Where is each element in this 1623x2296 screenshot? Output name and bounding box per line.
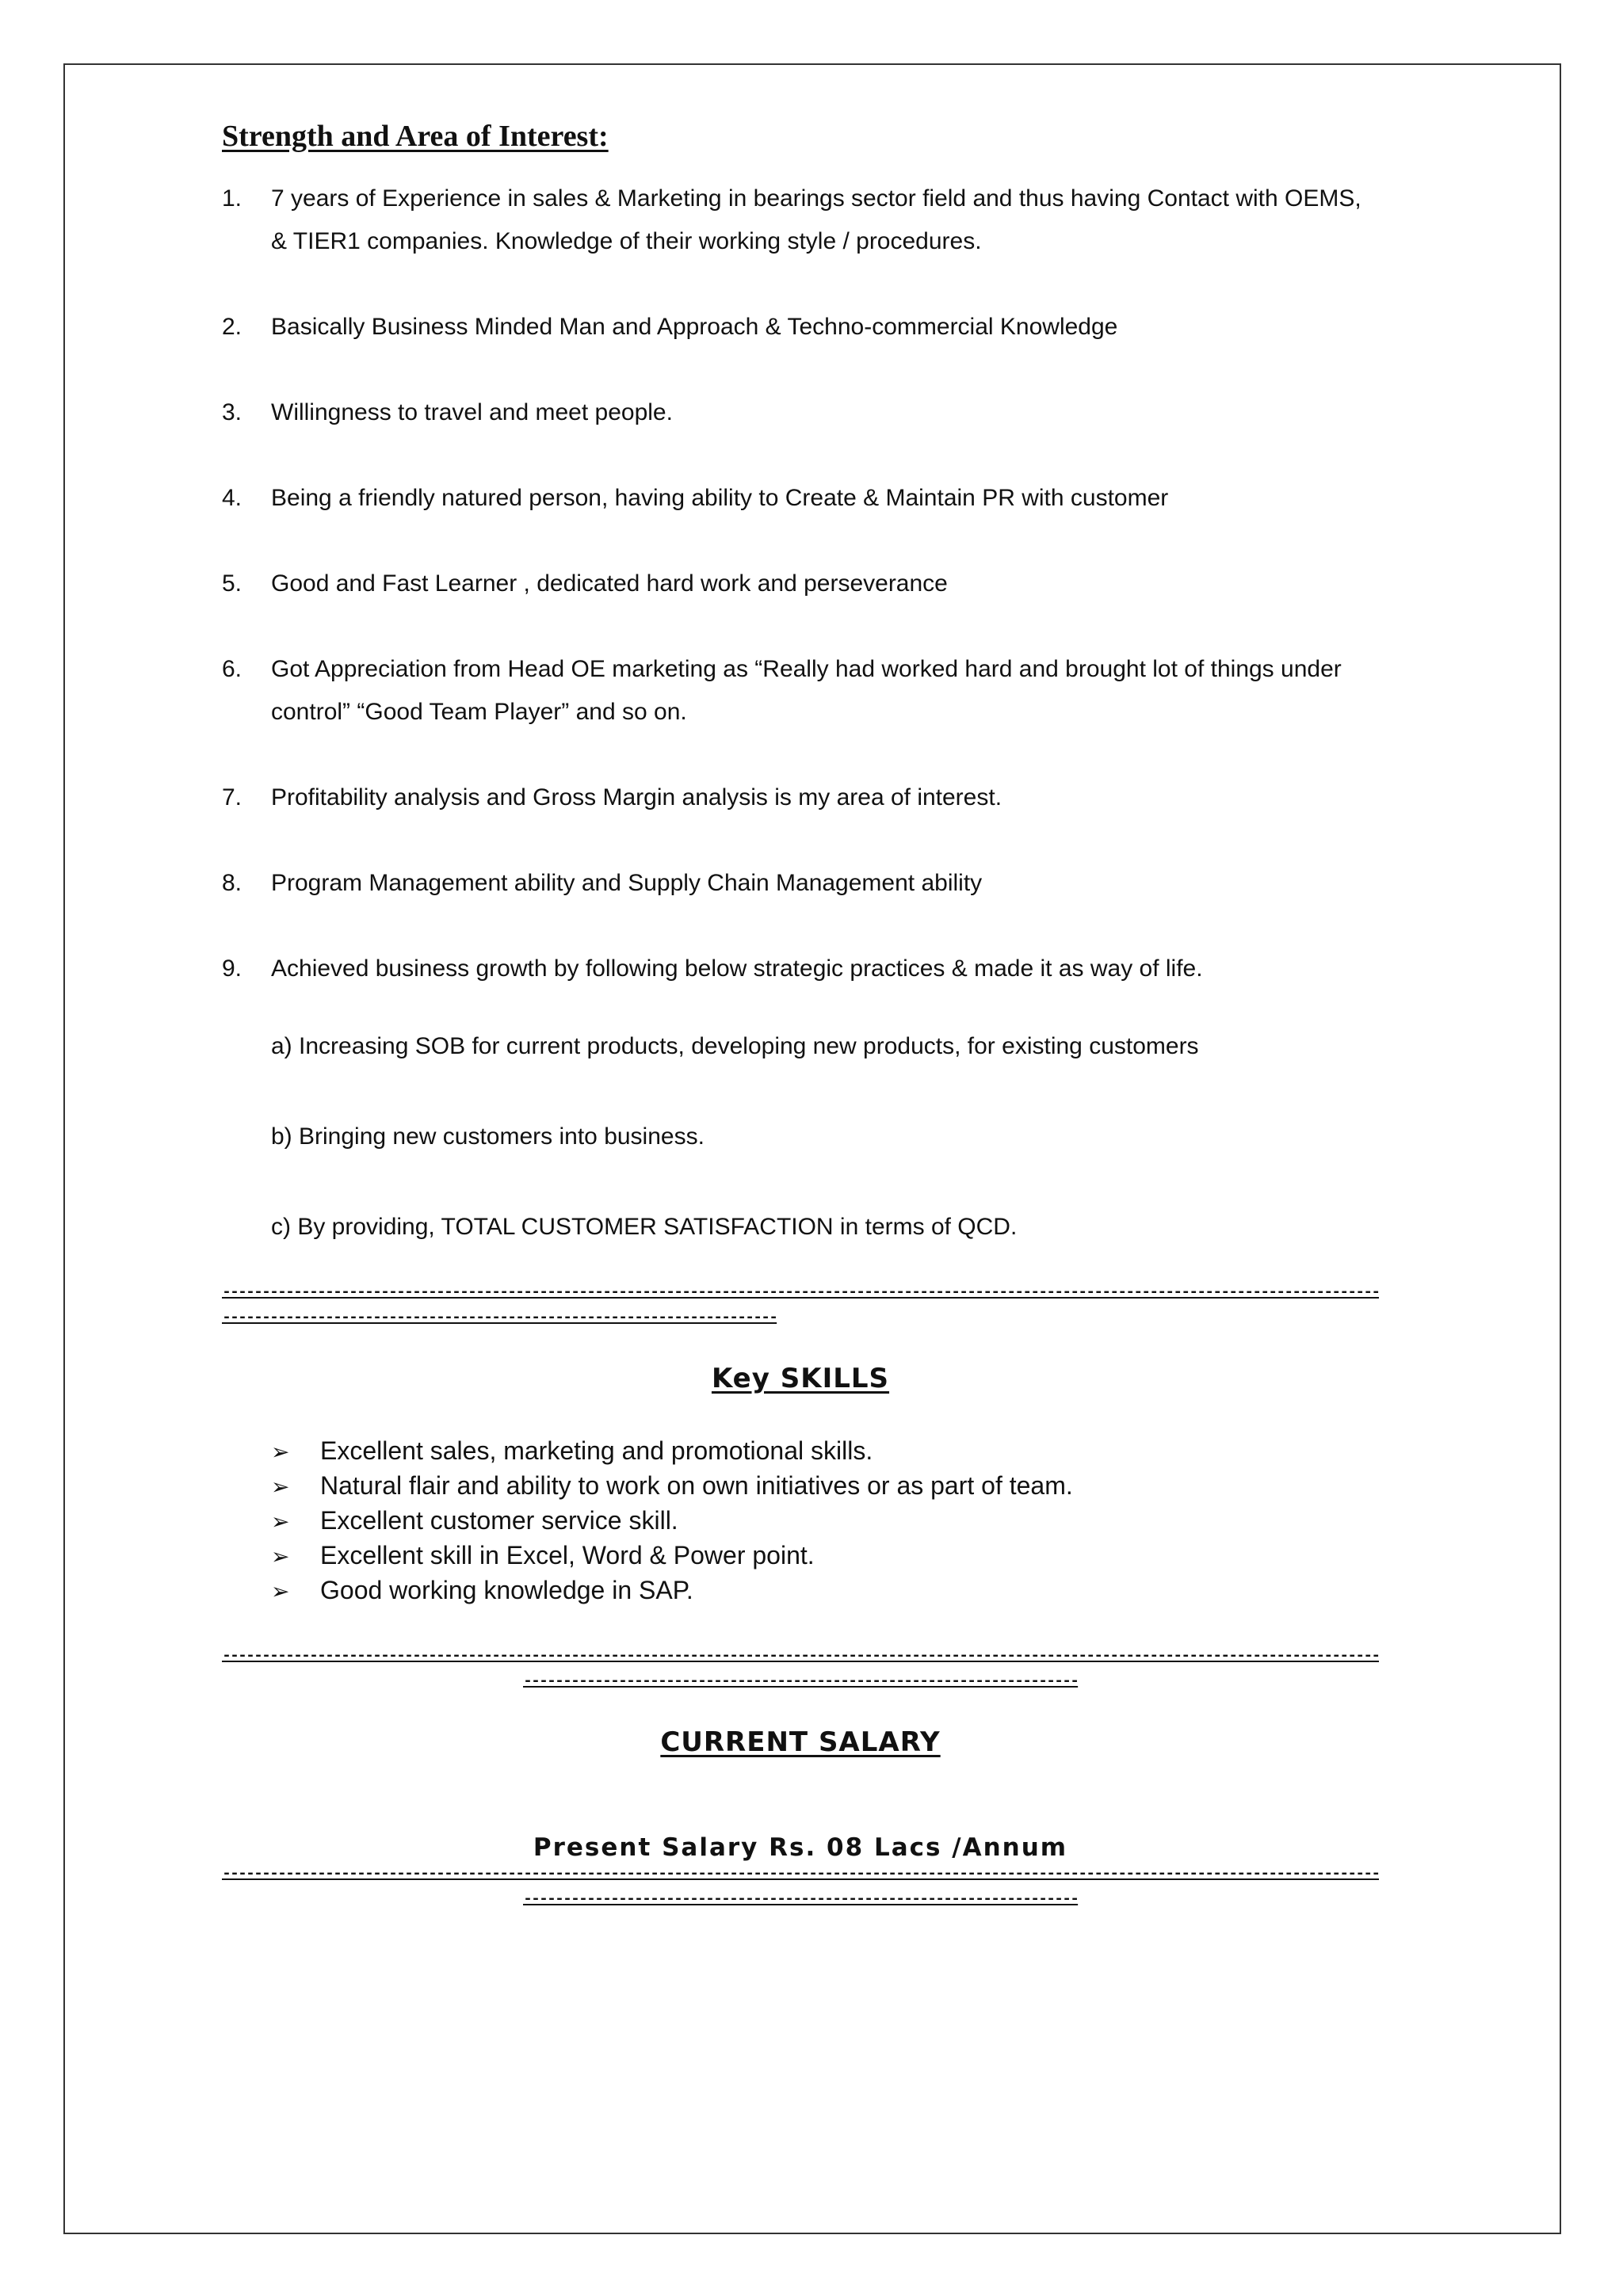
item-text: 7 years of Experience in sales & Marketing in bearings sector field and thus having Contact with OEMS, & TIER1 companies. Knowledge of their working style / procedures.: [271, 185, 1361, 254]
list-item: [271, 1573, 1379, 1608]
skill-text: Natural flair and ability to work on own initiatives or as part of team.: [320, 1471, 1073, 1500]
item-number: 8.: [222, 870, 242, 896]
item-text: Profitability analysis and Gross Margin analysis is my area of interest.: [271, 784, 1002, 810]
list-item: [271, 1469, 1379, 1504]
item-text: Basically Business Minded Man and Approach & Techno-commercial Knowledge: [271, 314, 1118, 340]
document-content: [222, 119, 1379, 1913]
list-item: [271, 1504, 1379, 1539]
separator-line: ----------------------------------------------------------------------: [523, 1890, 1079, 1909]
skill-text: Excellent customer service skill.: [320, 1506, 678, 1535]
item-number: 3.: [222, 399, 242, 425]
strategy-sub-list: [271, 1025, 1379, 1249]
separator-line: ----------------------------------------------------------------------: [222, 1309, 777, 1327]
item-text: Program Management ability and Supply Chain Management ability: [271, 870, 983, 896]
arrow-bullet-icon: ➢: [271, 1474, 290, 1499]
skills-heading: Key SKILLS: [711, 1363, 890, 1394]
item-number: 1.: [222, 185, 242, 212]
item-number: 7.: [222, 784, 242, 810]
item-text: Achieved business growth by following below strategic practices & made it as way of life.: [271, 955, 1203, 982]
list-item: [222, 177, 1379, 263]
list-item: [271, 1434, 1379, 1469]
arrow-bullet-icon: ➢: [271, 1579, 290, 1604]
item-text: Willingness to travel and meet people.: [271, 399, 673, 425]
list-item: [222, 862, 1379, 905]
sub-list-item: c) By providing, TOTAL CUSTOMER SATISFACTION in terms of QCD.: [271, 1214, 1018, 1240]
item-text: Being a friendly natured person, having ability to Create & Maintain PR with customer: [271, 485, 1169, 511]
strengths-heading: Strength and Area of Interest:: [222, 120, 609, 153]
salary-heading: CURRENT SALARY: [660, 1726, 941, 1758]
list-item: [222, 477, 1379, 520]
separator-line: --------------------------------------------------------------------------------------------------------------------------------------------------: [222, 1283, 1379, 1302]
item-number: 4.: [222, 485, 242, 511]
skill-text: Good working knowledge in SAP.: [320, 1576, 693, 1604]
list-item: [222, 391, 1379, 434]
separator-line: ----------------------------------------------------------------------: [523, 1672, 1079, 1691]
separator-line: --------------------------------------------------------------------------------------------------------------------------------------------------: [222, 1647, 1379, 1665]
item-number: 2.: [222, 314, 242, 340]
list-item: [222, 948, 1379, 990]
separator-line: --------------------------------------------------------------------------------------------------------------------------------------------------: [222, 1865, 1379, 1883]
present-salary: Present Salary Rs. 08 Lacs /Annum: [533, 1833, 1068, 1862]
list-item: [222, 648, 1379, 734]
strengths-list: [222, 177, 1379, 990]
skill-text: Excellent sales, marketing and promotional skills.: [320, 1436, 873, 1465]
item-text: Got Appreciation from Head OE marketing as “Really had worked hard and brought lot of things under control” “Good Team Player” and so on.: [271, 656, 1342, 725]
item-text: Good and Fast Learner , dedicated hard work and perseverance: [271, 570, 948, 597]
sub-list-item: a) Increasing SOB for current products, developing new products, for existing customers: [271, 1033, 1199, 1059]
arrow-bullet-icon: ➢: [271, 1440, 290, 1464]
list-item: [222, 306, 1379, 349]
arrow-bullet-icon: ➢: [271, 1509, 290, 1534]
list-item: [271, 1539, 1379, 1573]
item-number: 6.: [222, 656, 242, 682]
list-item: [222, 776, 1379, 819]
skills-list: [222, 1434, 1379, 1608]
skill-text: Excellent skill in Excel, Word & Power point.: [320, 1541, 815, 1569]
sub-list-item: b) Bringing new customers into business.: [271, 1123, 705, 1150]
arrow-bullet-icon: ➢: [271, 1544, 290, 1569]
item-number: 9.: [222, 955, 242, 982]
list-item: [222, 563, 1379, 605]
item-number: 5.: [222, 570, 242, 597]
